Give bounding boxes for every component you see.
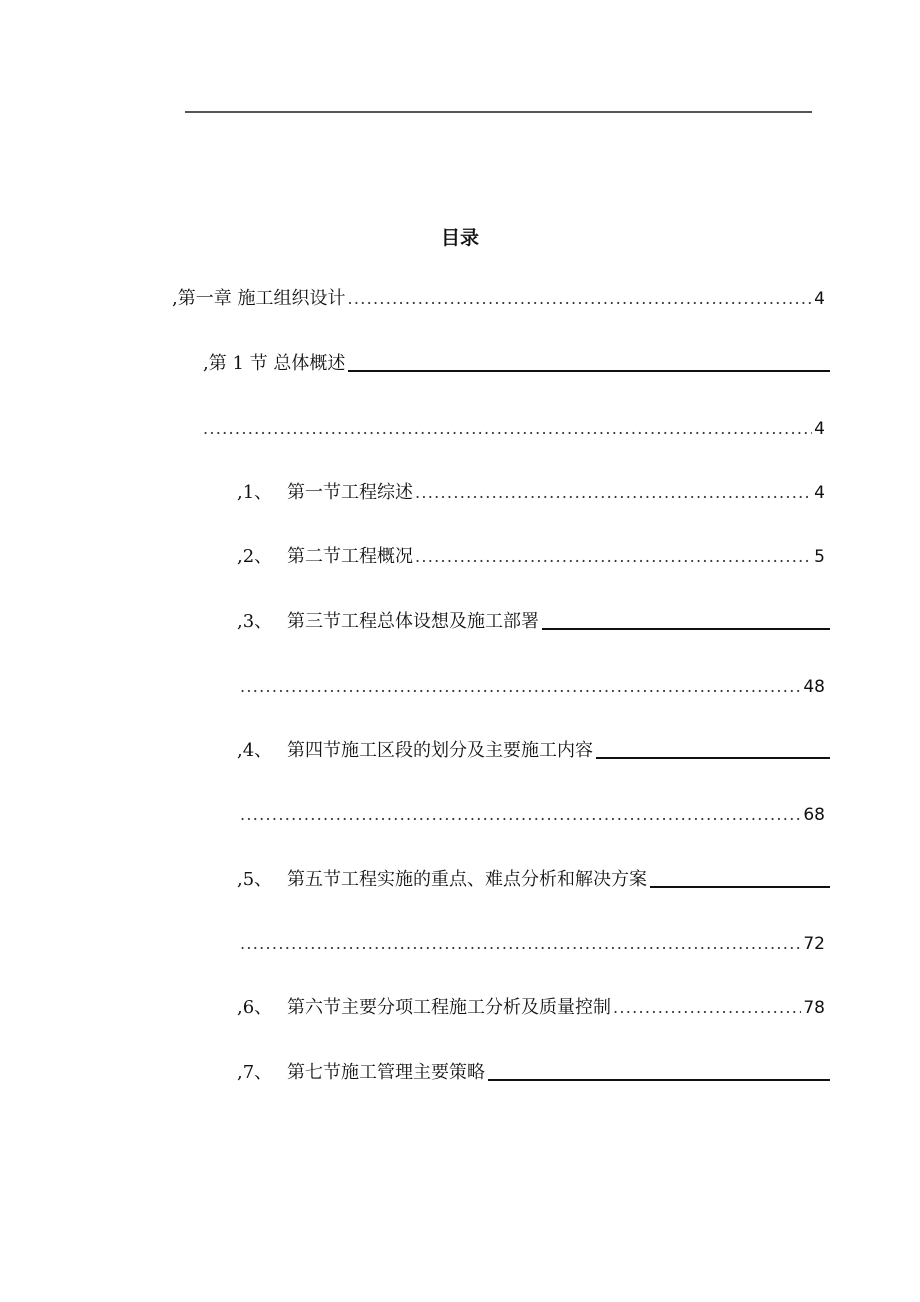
toc-entry-prefix: ,5、 (237, 869, 273, 890)
toc-entry-4[interactable] (237, 740, 830, 762)
header-rule (185, 111, 812, 113)
toc-entry-prefix: ,6、 (237, 997, 273, 1018)
toc-entry-section-1[interactable] (203, 353, 830, 375)
toc-entry-label: 第一节工程综述 (287, 482, 413, 503)
leader-dots (347, 288, 812, 310)
leader-line (488, 1079, 830, 1081)
toc-page-number: 78 (803, 998, 825, 1018)
toc-entry-label: ,第 1 节 总体概述 (203, 353, 346, 374)
toc-entry-chapter-1[interactable] (172, 288, 825, 310)
toc-entry-section-1-cont[interactable] (203, 418, 825, 440)
toc-entry-prefix: ,4、 (237, 740, 273, 761)
leader-dots (240, 676, 801, 698)
toc-entry-label: 第三节工程总体设想及施工部署 (287, 611, 539, 632)
toc-entry-3-cont[interactable] (240, 676, 825, 698)
toc-entry-prefix: ,2、 (237, 546, 273, 567)
toc-entry-3[interactable] (237, 611, 830, 633)
leader-line (650, 886, 830, 888)
toc-page-number: 72 (803, 934, 825, 954)
toc-page-number: 4 (814, 483, 825, 503)
toc-page-number: 48 (803, 677, 825, 697)
toc-page-number: 5 (814, 547, 825, 567)
toc-entry-prefix: ,7、 (237, 1062, 273, 1083)
leader-dots (613, 997, 801, 1019)
leader-dots (203, 418, 812, 440)
toc-entry-6[interactable] (237, 997, 825, 1019)
toc-entry-1[interactable] (237, 482, 825, 504)
toc-entry-label: 第二节工程概况 (287, 546, 413, 567)
toc-entry-prefix: ,3、 (237, 611, 273, 632)
toc-entry-7[interactable] (237, 1062, 830, 1084)
toc-entry-2[interactable] (237, 546, 825, 568)
toc-title: 目录 (440, 227, 479, 249)
toc-page-number: 4 (814, 289, 825, 309)
toc-entry-5-cont[interactable] (240, 933, 825, 955)
toc-entry-label: 第五节工程实施的重点、难点分析和解决方案 (287, 869, 647, 890)
toc-entry-4-cont[interactable] (240, 804, 825, 826)
toc-page-number: 4 (814, 419, 825, 439)
toc-entry-prefix: ,1、 (237, 482, 273, 503)
toc-entry-label: 第四节施工区段的划分及主要施工内容 (287, 740, 593, 761)
leader-dots (415, 546, 812, 568)
toc-entry-5[interactable] (237, 869, 830, 891)
toc-entry-label: 第六节主要分项工程施工分析及质量控制 (287, 997, 611, 1018)
toc-entry-label: ,第一章 施工组织设计 (172, 288, 346, 309)
leader-dots (240, 804, 801, 826)
toc-page-number: 68 (803, 805, 825, 825)
leader-line (542, 628, 830, 630)
leader-dots (240, 933, 801, 955)
leader-line (348, 370, 830, 372)
leader-line (596, 757, 830, 759)
leader-dots (415, 482, 812, 504)
toc-entry-label: 第七节施工管理主要策略 (287, 1062, 485, 1083)
